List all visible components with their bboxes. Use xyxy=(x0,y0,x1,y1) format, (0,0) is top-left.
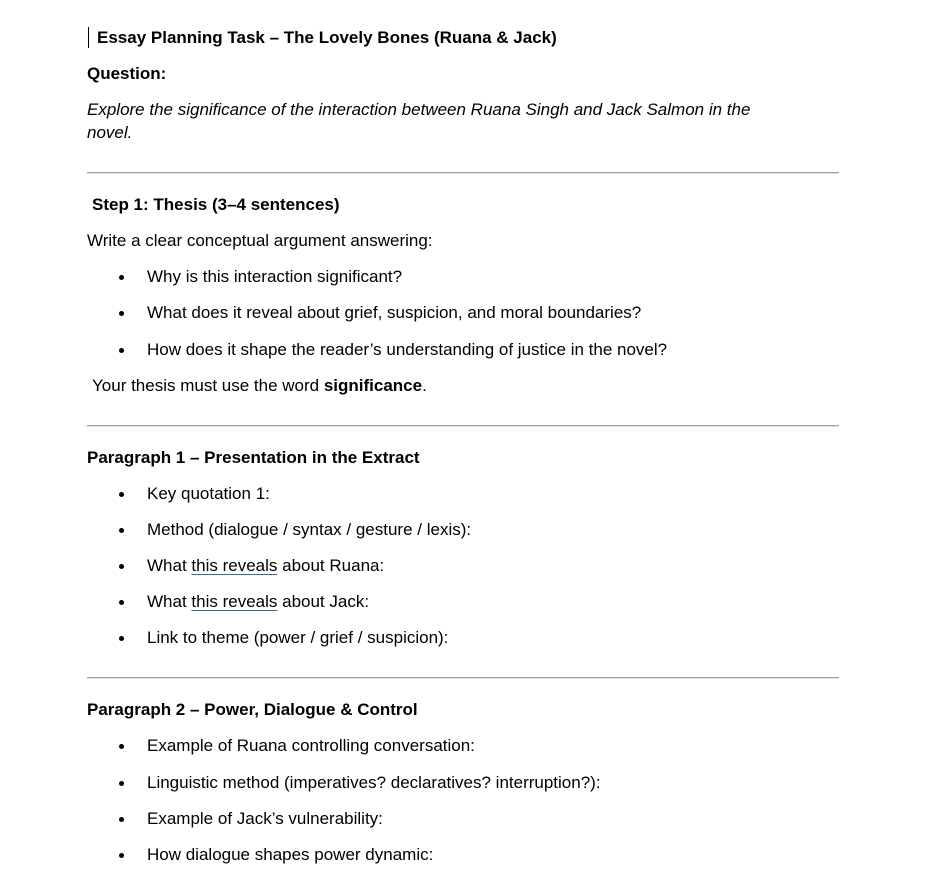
bullet-icon xyxy=(119,744,124,749)
bullet-icon xyxy=(119,853,124,858)
list-item: Example of Jack’s vulnerability: xyxy=(147,809,383,828)
question-text-line-1: Explore the significance of the interaction between Ruana Singh and Jack Salmon in the xyxy=(87,100,751,119)
list-item-reveal-ruana xyxy=(147,556,384,576)
bullet-icon xyxy=(119,311,124,316)
grammar-suggestion[interactable]: this reveals xyxy=(191,556,278,575)
list-item: What does it reveal about grief, suspicion, and moral boundaries? xyxy=(147,303,642,322)
step1-intro: Write a clear conceptual argument answering: xyxy=(87,231,433,250)
bullet-icon xyxy=(119,564,124,569)
note-prefix: Your thesis must use the word xyxy=(92,376,324,395)
question-label: Question: xyxy=(87,64,167,83)
paragraph2-heading: Paragraph 2 – Power, Dialogue & Control xyxy=(87,700,418,719)
note-suffix: . xyxy=(422,376,427,395)
reveal-suffix: about Jack: xyxy=(277,592,370,611)
list-item: Linguistic method (imperatives? declaratives? interruption?): xyxy=(147,773,601,792)
bullet-icon xyxy=(119,275,124,280)
bullet-icon xyxy=(119,348,124,353)
horizontal-rule xyxy=(87,425,839,427)
bullet-icon xyxy=(119,528,124,533)
paragraph1-heading: Paragraph 1 – Presentation in the Extract xyxy=(87,448,420,467)
bullet-icon xyxy=(119,781,124,786)
list-item-reveal-jack xyxy=(147,592,369,612)
bullet-icon xyxy=(119,817,124,822)
reveal-prefix: What xyxy=(147,556,192,575)
horizontal-rule xyxy=(87,172,839,174)
step1-heading: Step 1: Thesis (3–4 sentences) xyxy=(92,195,340,214)
question-text-line-2: novel. xyxy=(87,123,133,142)
list-item: Method (dialogue / syntax / gesture / lexis): xyxy=(147,520,472,539)
note-keyword: significance xyxy=(323,376,423,395)
list-item: Key quotation 1: xyxy=(147,484,270,503)
document-title: Essay Planning Task – The Lovely Bones (Ruana & Jack) xyxy=(97,28,557,47)
list-item: Link to theme (power / grief / suspicion): xyxy=(147,628,449,647)
list-item: Why is this interaction significant? xyxy=(147,267,403,286)
list-item: How does it shape the reader’s understanding of justice in the novel? xyxy=(147,340,668,359)
reveal-suffix: about Ruana: xyxy=(277,556,385,575)
bullet-icon xyxy=(119,600,124,605)
list-item: How dialogue shapes power dynamic: xyxy=(147,845,434,864)
reveal-prefix: What xyxy=(147,592,192,611)
grammar-suggestion[interactable]: this reveals xyxy=(191,592,278,611)
horizontal-rule xyxy=(87,677,839,679)
thesis-requirement-note xyxy=(92,376,427,396)
text-cursor xyxy=(88,27,89,48)
bullet-icon xyxy=(119,636,124,641)
list-item: Example of Ruana controlling conversation: xyxy=(147,736,475,755)
bullet-icon xyxy=(119,492,124,497)
